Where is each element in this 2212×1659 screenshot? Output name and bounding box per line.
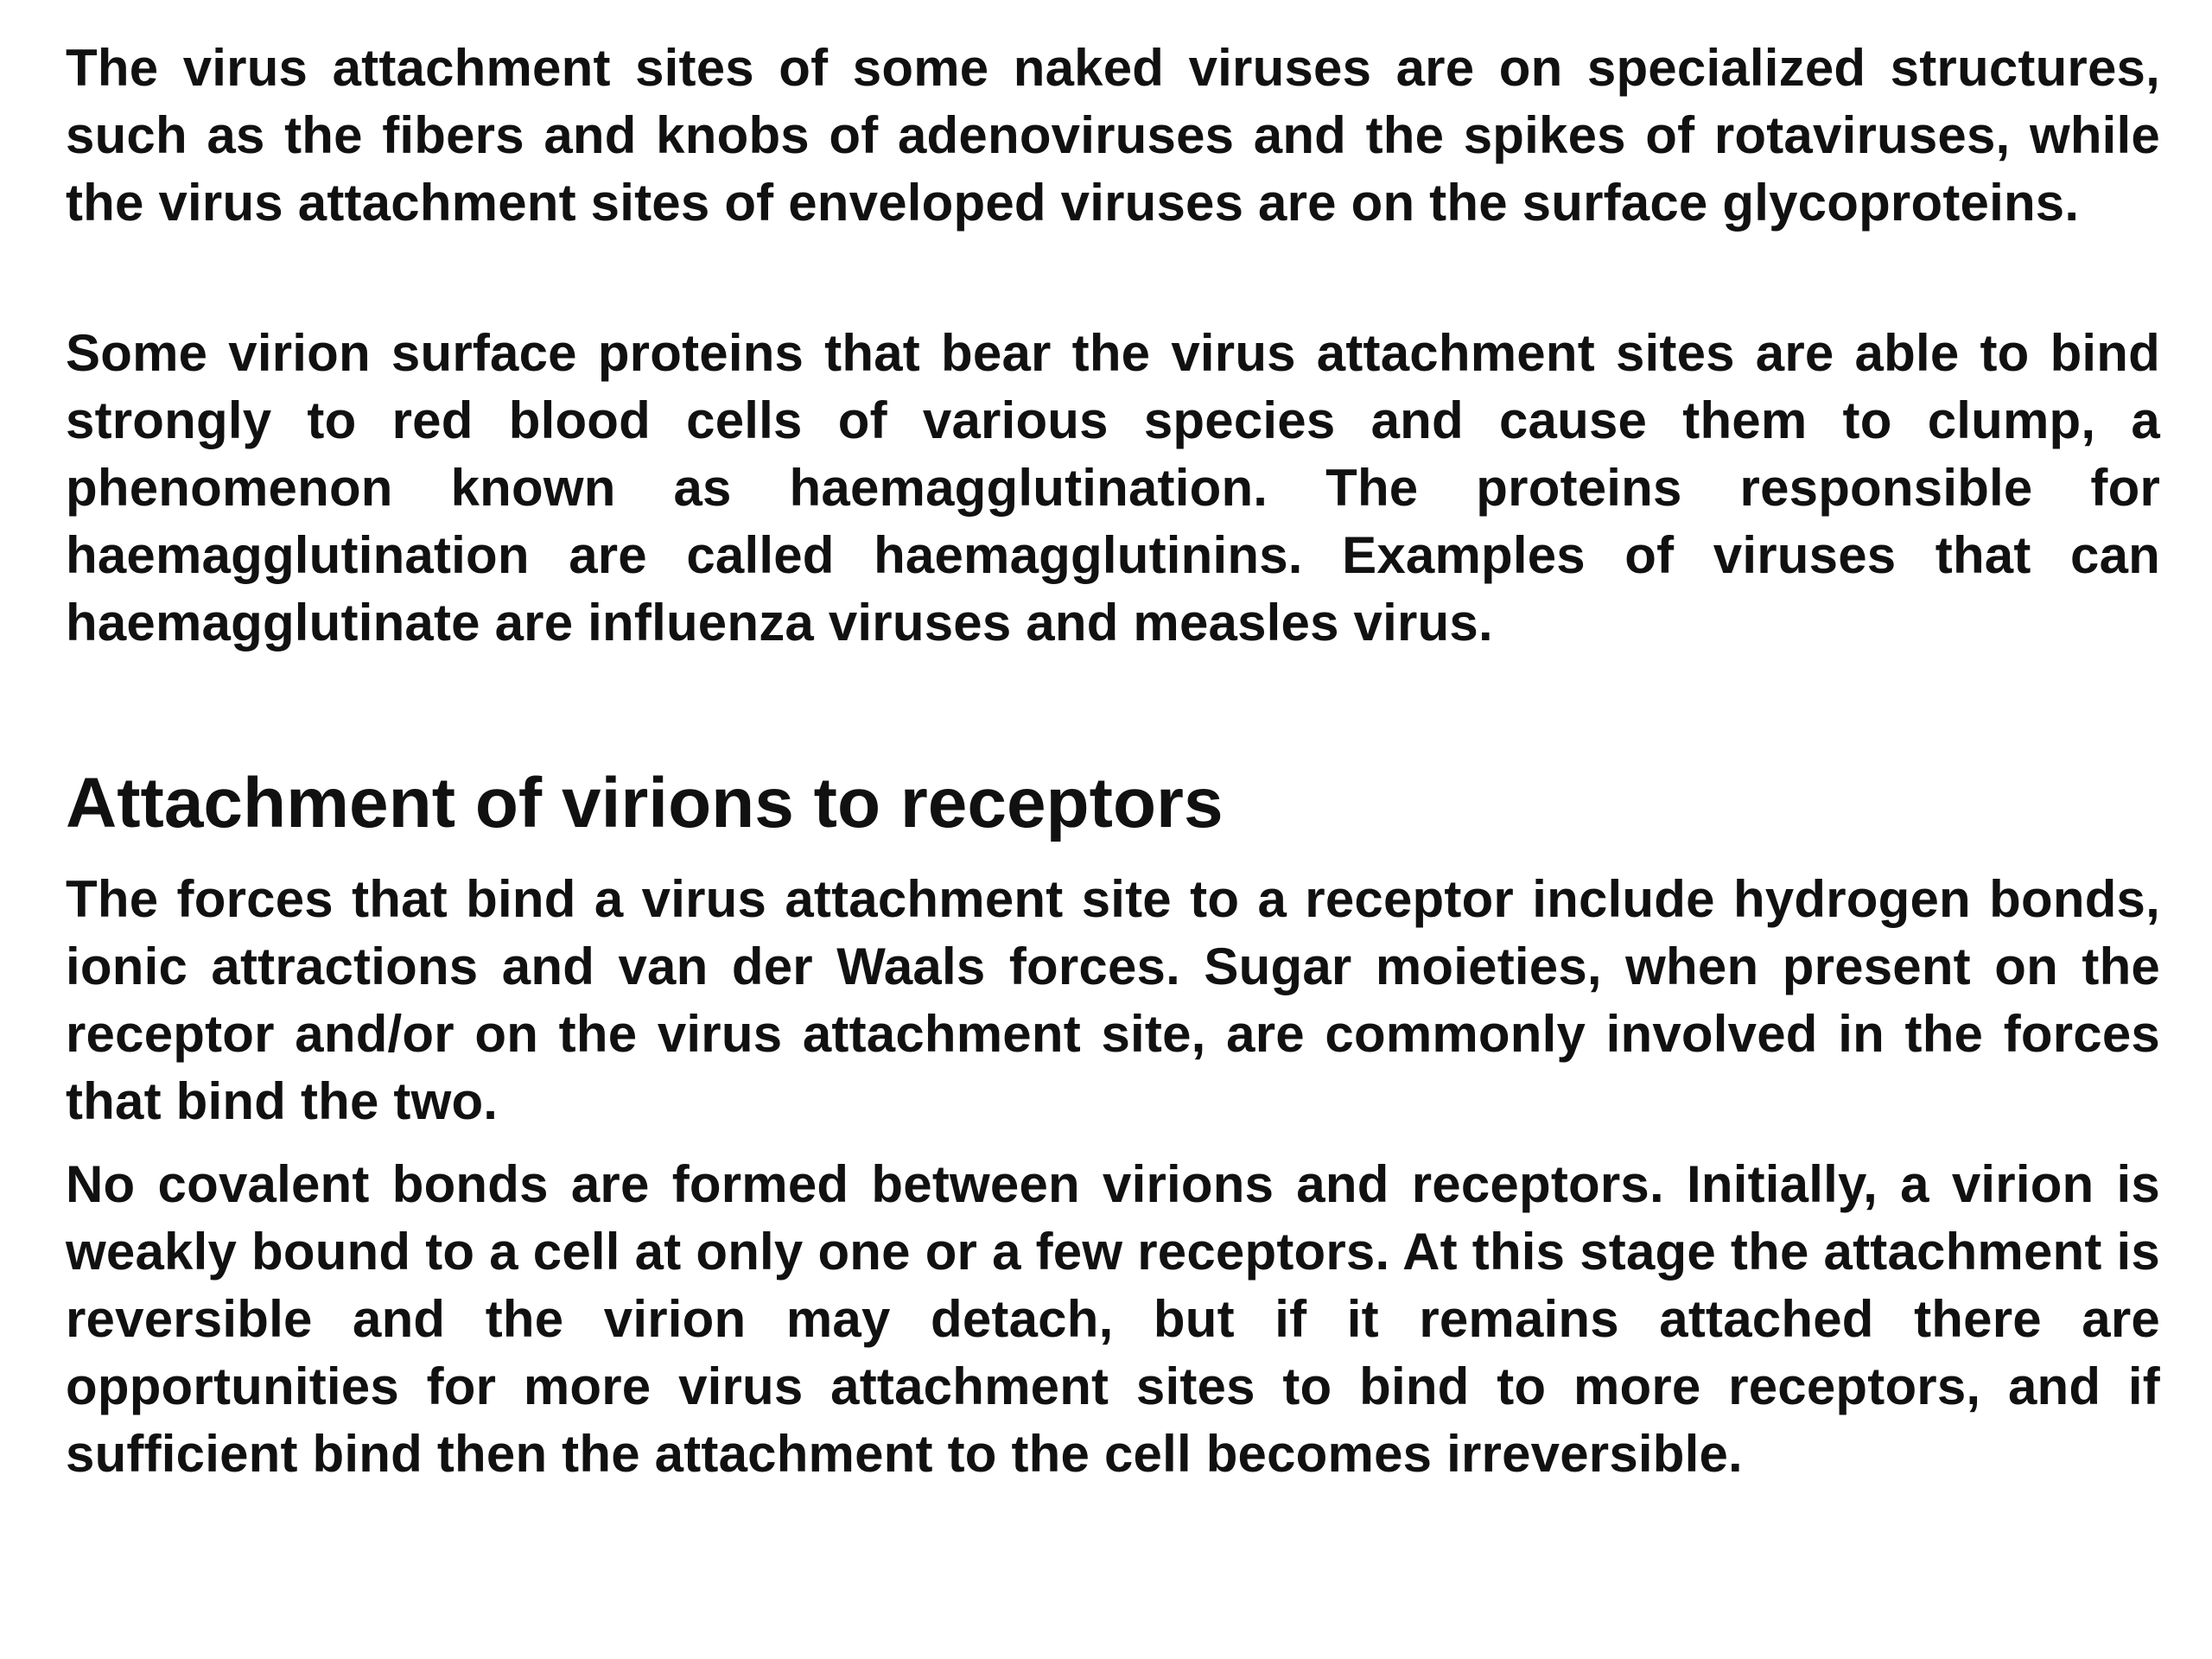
paragraph-attachment-sites: The virus attachment sites of some naked viruses are on specialized structures, such as the fibers and knobs of adenoviruses and the spikes of rotaviruses, while the virus attachment sites of enveloped viruses are on the surface glycoproteins. (66, 39, 2160, 232)
paragraph-binding-forces: The forces that bind a virus attachment site to a receptor include hydrogen bonds, ionic attractions and van der Waals forces. Sugar moieties, when present on the receptor and/or on the virus attachment site, are commonly involved in the forces that bind the two. (66, 870, 2160, 1130)
section-heading: Attachment of virions to receptors (66, 764, 1224, 842)
paragraph-covalent-bonds: No covalent bonds are formed between virions and receptors. Initially, a virion is weakly bound to a cell at only one or a few receptors. At this stage the attachment is reversible and the virion may detach, but if it remains attached there are opportunities for more virus attachment sites to bind to more receptors, and if sufficient bind then the attachment to the cell becomes irreversible. (66, 1155, 2160, 1483)
paragraph-haemagglutination: Some virion surface proteins that bear the virus attachment sites are able to bind strongly to red blood cells of various species and cause them to clump, a phenomenon known as haemagglutination. The proteins responsible for haemagglutination are called haemagglutinins. Examples of viruses that can haemagglutinate are influenza viruses and measles virus. (66, 324, 2160, 652)
document-page (66, 35, 2160, 1488)
